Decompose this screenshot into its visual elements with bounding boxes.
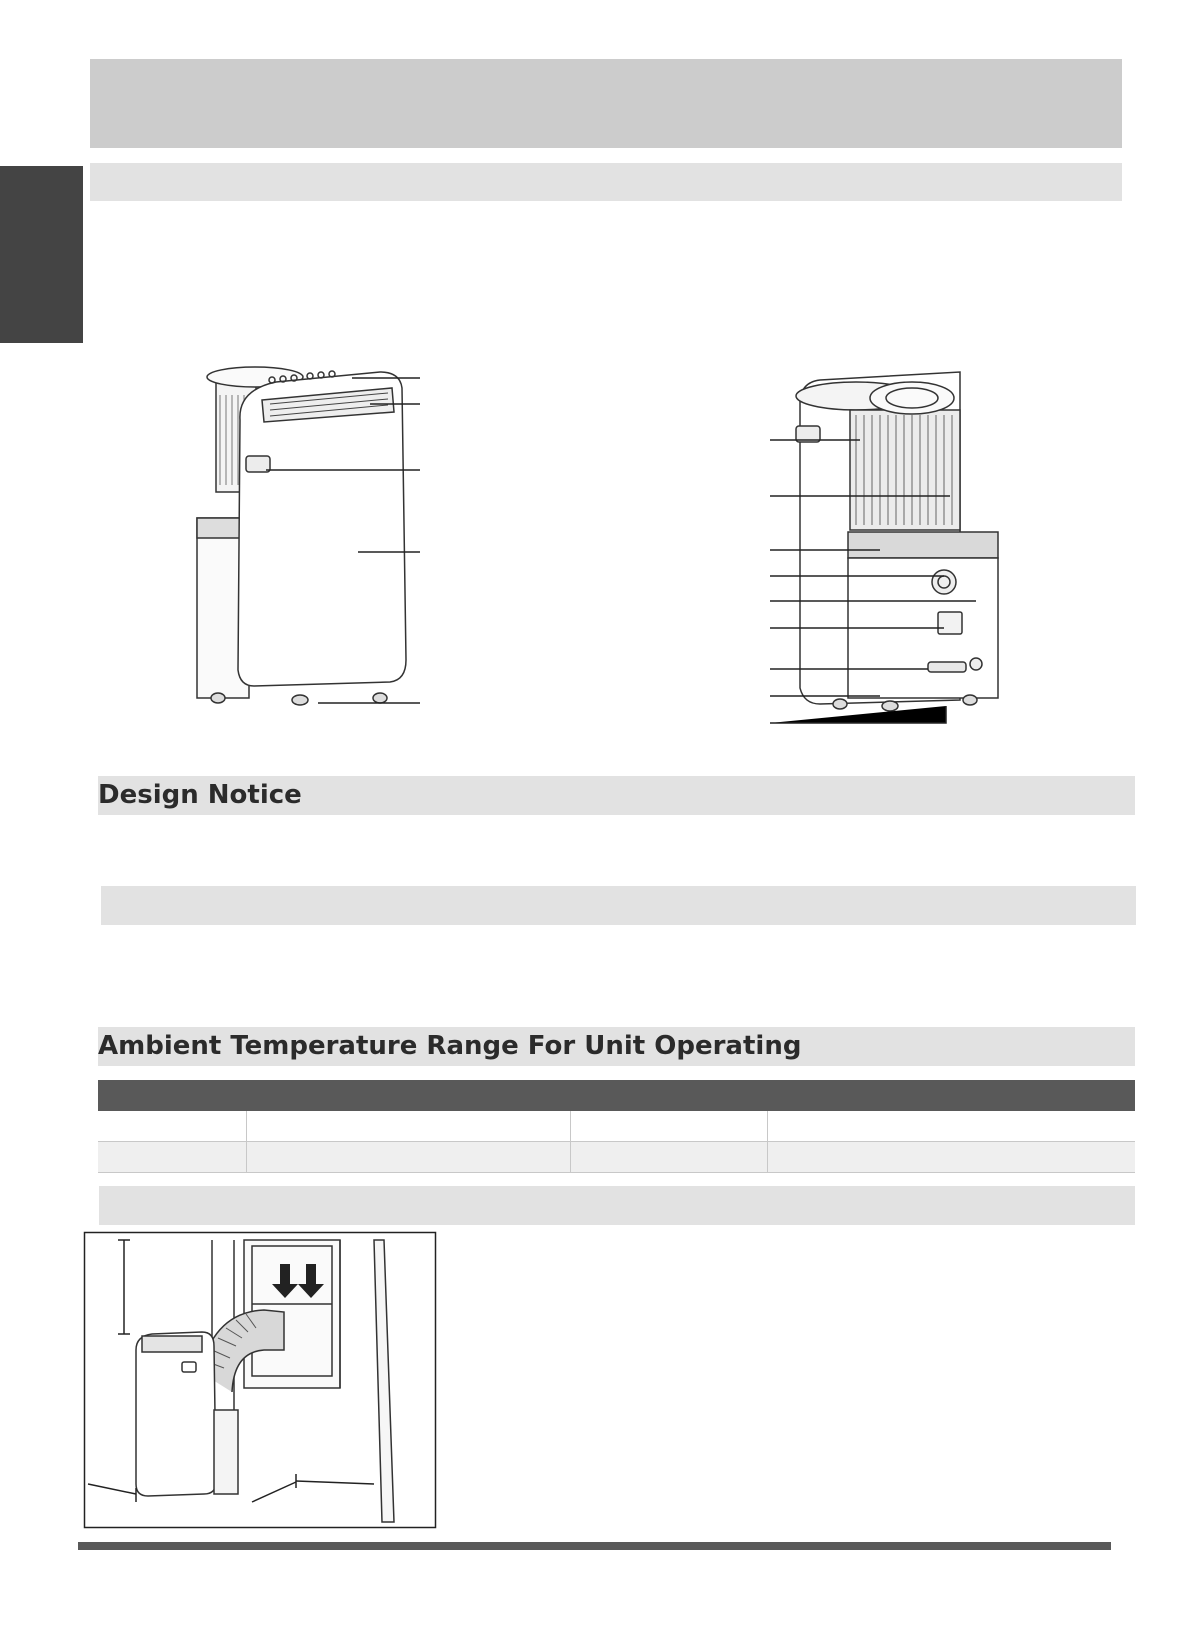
table-cell (768, 1111, 1135, 1141)
table-cell (768, 1142, 1135, 1172)
design-notice-band (98, 776, 1135, 815)
table-row (98, 1111, 1135, 1142)
side-language-tab (0, 166, 83, 343)
table-row (98, 1142, 1135, 1173)
table-header (98, 1080, 1135, 1111)
table-cell (247, 1142, 571, 1172)
front-view-illustration (180, 360, 440, 720)
table-cell (98, 1142, 247, 1172)
ambient-temperature-band (98, 1027, 1135, 1066)
subheader-band (90, 163, 1122, 201)
ambient-temperature-heading: Ambient Temperature Range For Unit Operating (98, 1031, 802, 1061)
table-cell (571, 1142, 768, 1172)
rear-view-illustration (760, 360, 1020, 730)
table-cell (247, 1111, 571, 1141)
installation-band (99, 1186, 1135, 1225)
table-cell (571, 1111, 768, 1141)
table-cell (98, 1111, 247, 1141)
installation-illustration (84, 1232, 436, 1528)
design-notice-heading: Design Notice (98, 780, 302, 810)
footer-rule (78, 1542, 1111, 1550)
section-band (101, 886, 1136, 925)
header-banner (90, 59, 1122, 148)
temperature-table (98, 1080, 1135, 1173)
